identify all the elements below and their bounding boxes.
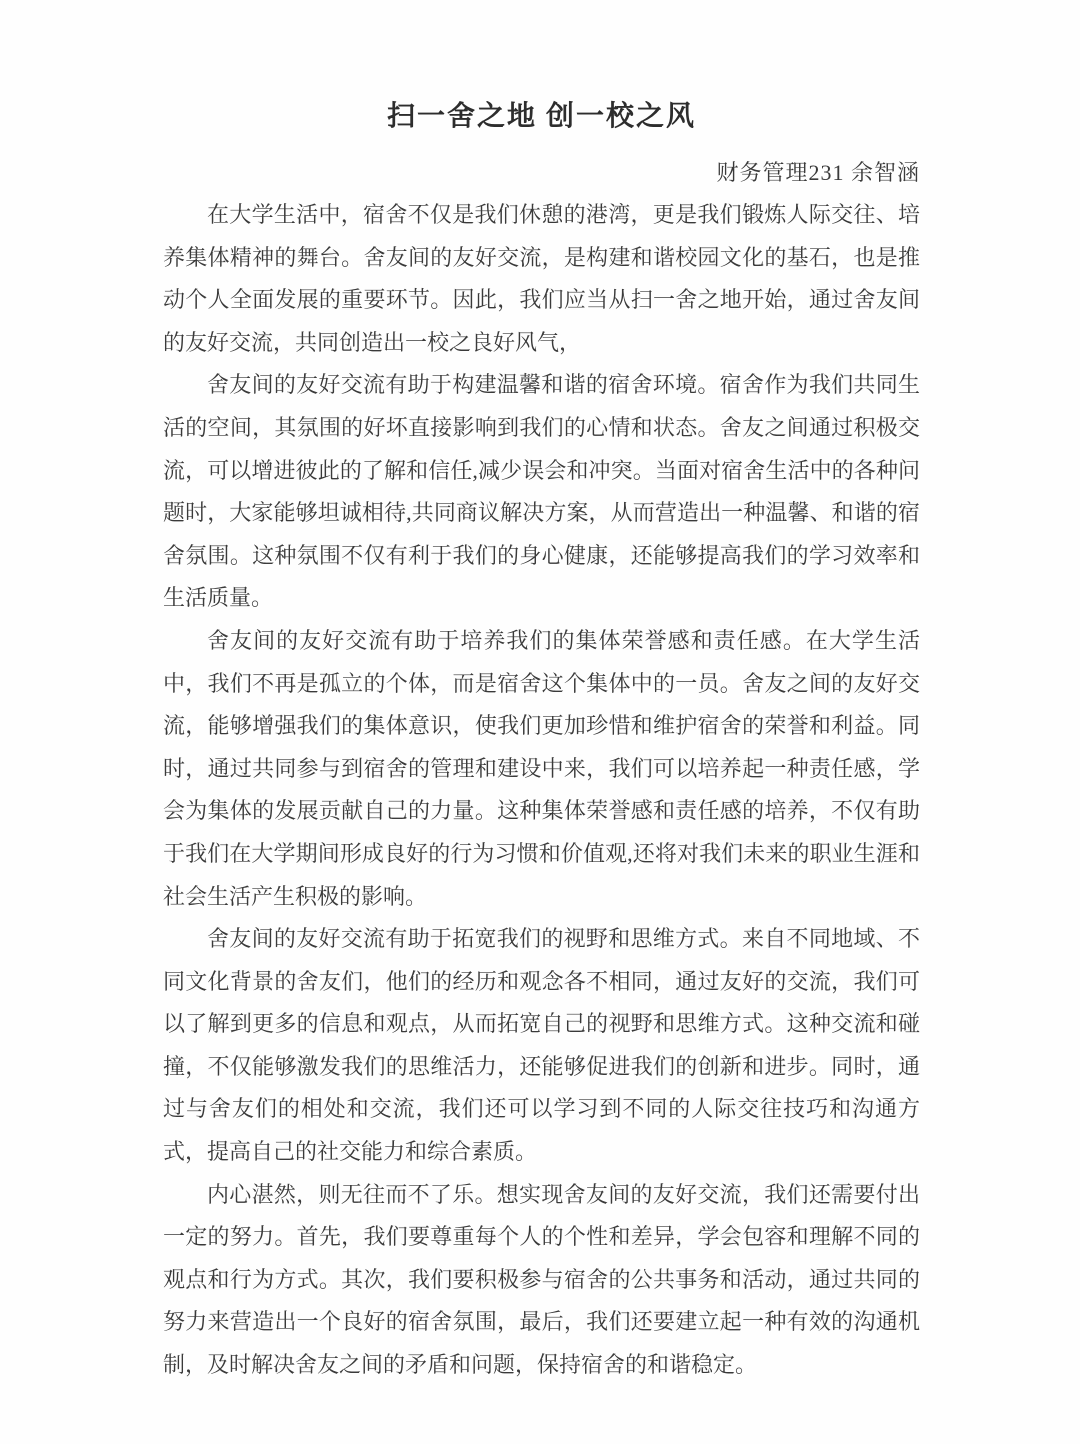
essay-body [163, 194, 920, 1387]
page-title: 扫一舍之地 创一校之风 [386, 101, 696, 132]
paragraph-2: 舍友间的友好交流有助于构建温馨和谐的宿舍环境。宿舍作为我们共同生活的空间，其氛围的好坏直接影响到我们的心情和状态。舍友之间通过积极交流，可以增进彼此的了解和信任,减少误会和冲突。当面对宿舍生活中的各种问题时，大家能够坦诚相待,共同商议解决方案，从而营造出一种温馨、和谐的宿舍氛围。这种氛围不仅有利于我们的身心健康，还能够提高我们的学习效率和生活质量。 [163, 372, 920, 611]
paragraph-1: 在大学生活中，宿舍不仅是我们休憩的港湾，更是我们锻炼人际交往、培养集体精神的舞台。舍友间的友好交流，是构建和谐校园文化的基石，也是推动个人全面发展的重要环节。因此，我们应当从扫一舍之地开始，通过舍友间的友好交流，共同创造出一校之良好风气， [163, 202, 920, 355]
paragraph-3: 舍友间的友好交流有助于培养我们的集体荣誉感和责任感。在大学生活中，我们不再是孤立的个体，而是宿舍这个集体中的一员。舍友之间的友好交流，能够增强我们的集体意识，使我们更加珍惜和维护宿舍的荣誉和利益。同时，通过共同参与到宿舍的管理和建设中来，我们可以培养起一种责任感，学会为集体的发展贡献自己的力量。这种集体荣誉感和责任感的培养，不仅有助于我们在大学期间形成良好的行为习惯和价值观,还将对我们未来的职业生涯和社会生活产生积极的影响。 [163, 627, 920, 909]
author-line: 财务管理231 余智涵 [716, 160, 920, 185]
paragraph-5: 内心湛然，则无往而不了乐。想实现舍友间的友好交流，我们还需要付出一定的努力。首先，我们要尊重每个人的个性和差异，学会包容和理解不同的观点和行为方式。其次，我们要积极参与宿舍的公共事务和活动，通过共同的努力来营造出一个良好的宿舍氛围，最后，我们还要建立起一种有效的沟通机制，及时解决舍友之间的矛盾和问题，保持宿舍的和谐稳定。 [163, 1181, 920, 1378]
document-content [163, 0, 920, 1387]
paragraph-4: 舍友间的友好交流有助于拓宽我们的视野和思维方式。来自不同地域、不同文化背景的舍友们，他们的经历和观念各不相同，通过友好的交流，我们可以了解到更多的信息和观点，从而拓宽自己的视野和思维方式。这种交流和碰撞，不仅能够激发我们的思维活力，还能够促进我们的创新和进步。同时，通过与舍友们的相处和交流，我们还可以学习到不同的人际交往技巧和沟通方式，提高自己的社交能力和综合素质。 [163, 926, 920, 1165]
